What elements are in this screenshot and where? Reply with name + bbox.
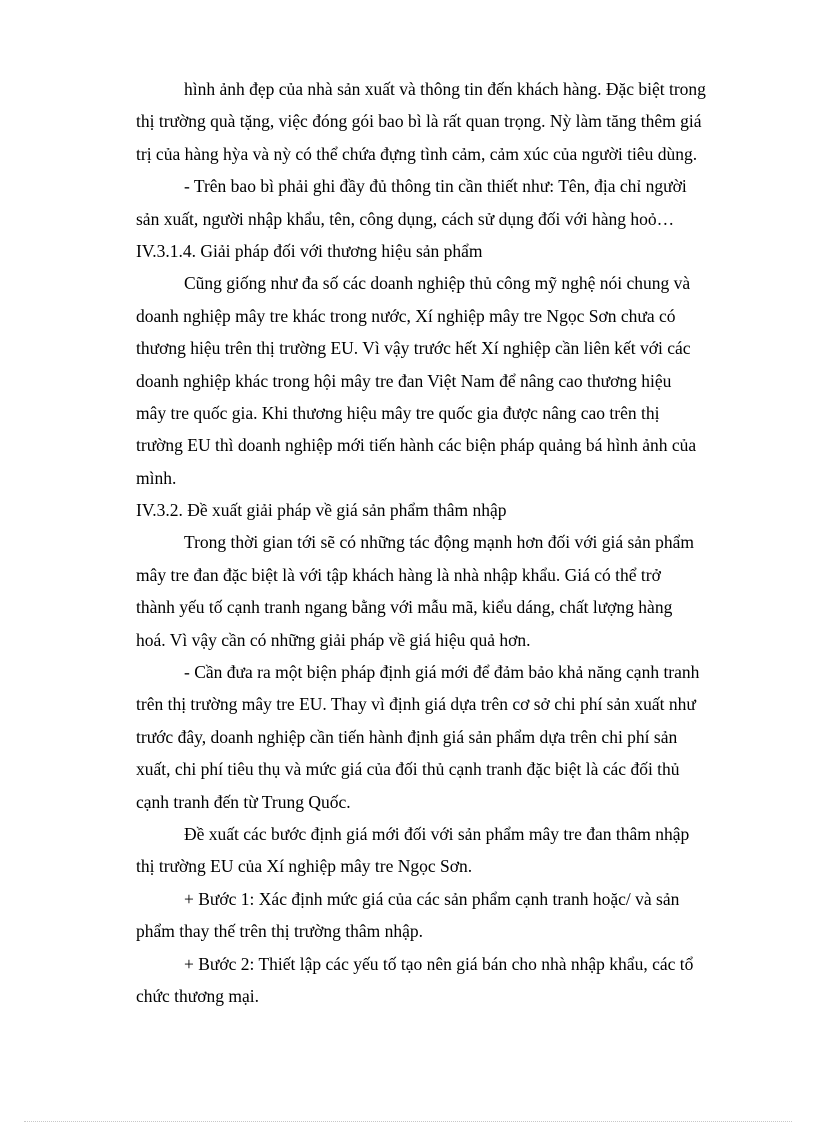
document-page [136, 73, 760, 1012]
section-heading: IV.3.1.4. Giải pháp đối với thương hiệu sản phẩm [136, 240, 483, 261]
text-line: trước đây, doanh nghiệp cần tiến hành định giá sản phẩm dựa trên chi phí sản [136, 726, 678, 747]
text-line: phẩm thay thế trên thị trường thâm nhập. [136, 921, 424, 942]
text-line: thị trường quà tặng, việc đóng gói bao bì là rất quan trọng. Nỳ làm tăng thêm giá [136, 111, 702, 132]
text-line: hoá. Vì vậy cần có những giải pháp về giá hiệu quả hơn. [136, 629, 531, 650]
text-line: trị của hàng hỳa và nỳ có thể chứa đựng tình cảm, cảm xúc của người tiêu dùng. [136, 143, 698, 164]
text-line: doanh nghiệp khác trong hội mây tre đan Việt Nam để nâng cao thương hiệu [136, 370, 672, 391]
text-line: mình. [136, 467, 177, 488]
text-line: mây tre quốc gia. Khi thương hiệu mây tre quốc gia được nâng cao trên thị [136, 402, 660, 423]
text-line: Trong thời gian tới sẽ có những tác động mạnh hơn đối với giá sản phẩm [184, 532, 695, 553]
text-line: + Bước 2: Thiết lập các yếu tố tạo nên giá bán cho nhà nhập khẩu, các tổ [184, 953, 694, 974]
text-line: Cũng giống như đa số các doanh nghiệp thủ công mỹ nghệ nói chung và [184, 273, 691, 294]
text-line: thị trường EU của Xí nghiệp mây tre Ngọc Sơn. [136, 856, 473, 877]
text-line: hình ảnh đẹp của nhà sản xuất và thông tin đến khách hàng. Đặc biệt trong [184, 79, 706, 99]
text-line: doanh nghiệp mây tre khác trong nước, Xí nghiệp mây tre Ngọc Sơn chưa có [136, 305, 676, 326]
text-line: sản xuất, người nhập khẩu, tên, công dụng, cách sử dụng đối với hàng hoỏ… [136, 208, 675, 229]
text-line: mây tre đan đặc biệt là với tập khách hàng là nhà nhập khẩu. Giá có thể trở [136, 564, 661, 585]
text-line: thành yếu tố cạnh tranh ngang bằng với mẫu mã, kiểu dáng, chất lượng hàng [136, 597, 673, 618]
text-line: chức thương mại. [136, 985, 259, 1006]
text-line: thương hiệu trên thị trường EU. Vì vậy trước hết Xí nghiệp cần liên kết với các [136, 338, 691, 359]
page-bottom-rule [24, 1121, 792, 1122]
text-line: Đề xuất các bước định giá mới đối với sản phẩm mây tre đan thâm nhập [184, 823, 690, 844]
text-line: - Cần đưa ra một biện pháp định giá mới để đảm bảo khả năng cạnh tranh [184, 662, 700, 683]
text-line: trường EU thì doanh nghiệp mới tiến hành các biện pháp quảng bá hình ảnh của [136, 435, 697, 456]
text-line: cạnh tranh đến từ Trung Quốc. [136, 791, 351, 812]
text-line: - Trên bao bì phải ghi đầy đủ thông tin cần thiết như: Tên, địa chỉ người [184, 176, 687, 197]
section-heading: IV.3.2. Đề xuất giải pháp về giá sản phẩm thâm nhập [136, 500, 507, 521]
text-line: xuất, chi phí tiêu thụ và mức giá của đối thủ cạnh tranh đặc biệt là các đối thủ [136, 759, 680, 780]
text-line: + Bước 1: Xác định mức giá của các sản phẩm cạnh tranh hoặc/ và sản [184, 888, 680, 909]
text-line: trên thị trường mây tre EU. Thay vì định giá dựa trên cơ sở chi phí sản xuất như [136, 694, 696, 715]
